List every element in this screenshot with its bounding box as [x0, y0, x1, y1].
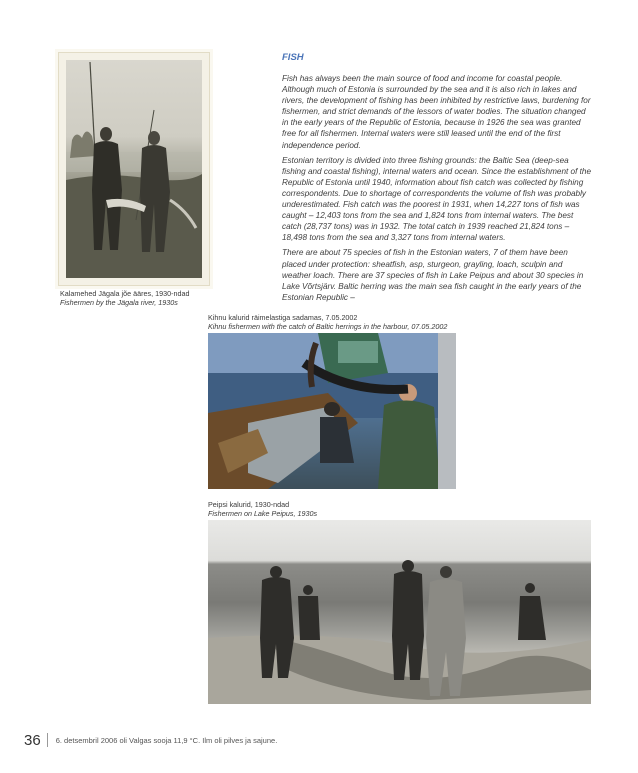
- photo-fishermen-lake-peipus: [208, 520, 591, 704]
- paragraph: There are about 75 species of fish in the Estonian waters, 7 of them have been placed under protection: sheatfish, asp, sturgeon, grayling, loach, sculpin and weather loach. There are 37 species of fish in Lake Peipus and about 30 species in Lake Võrtsjärv. Baltic herring was the main sea fish caught in the early years of the Estonian Republic –: [282, 248, 584, 302]
- paragraph: Estonian territory is divided into three fishing grounds: the Baltic Sea (deep-sea fishing and coastal fishing), internal waters and ocean. Since the establishment of the Republic of Estonia until 1940, information about fish catch was collected by fishing correspondents. Due to shortage of correspondents the volume of fish was probably underestimated. Fish catch was the poorest in 1931, when 14,227 tons of fish was caught – 12,403 tons from the sea and 1,824 tons from internal waters. The best catch (28,737 tons) was in 1932. The total catch in 1939 reached 21,824 tons – 18,498 tons from the sea and 3,327 tons from internal waters.: [282, 155, 592, 243]
- section-heading: FISH: [282, 52, 304, 63]
- footer-note: 6. detsembril 2006 oli Valgas sooja 11,9 °C. Ilm oli pilves ja sajune.: [55, 735, 278, 745]
- photo-fishermen-jagala-river: [66, 60, 202, 278]
- caption-english: Fishermen by the Jägala river, 1930s: [60, 298, 178, 307]
- photo-illustration: [66, 60, 202, 278]
- caption-estonian: Kalamehed Jägala jõe ääres, 1930-ndad: [60, 289, 190, 298]
- caption-estonian: Kihnu kalurid räimelastiga sadamas, 7.05.2002: [208, 313, 358, 322]
- photo-caption-kihnu: [208, 313, 588, 331]
- paragraph: Fish has always been the main source of food and income for coastal people. Although much of Estonia is surrounded by the sea and it is also rich in lakes and rivers, the development of fishing has been inhibited by restrictive laws, burdening for fishermen, and strict demands of the lessors of water bodies. The situation changed in the early years of the Republic of Estonia, because in 1926 the sea was granted free for all fishermen. Internal waters were still leased until the end of the first independence period.: [282, 74, 591, 150]
- page-footer: [24, 732, 277, 748]
- caption-english: Kihnu fishermen with the catch of Baltic herrings in the harbour, 07.05.2002: [208, 322, 448, 331]
- article-body: [282, 73, 592, 307]
- photo-illustration: [208, 520, 591, 704]
- photo-caption-peipus: [208, 500, 588, 518]
- footer-divider: [47, 733, 48, 747]
- photo-kihnu-fishermen-harbour: [208, 333, 456, 489]
- photo-illustration: [208, 333, 456, 489]
- page-number: 36: [24, 731, 41, 749]
- photo-caption-jagala: [60, 289, 220, 307]
- caption-estonian: Peipsi kalurid, 1930-ndad: [208, 500, 290, 509]
- caption-english: Fishermen on Lake Peipus, 1930s: [208, 509, 318, 518]
